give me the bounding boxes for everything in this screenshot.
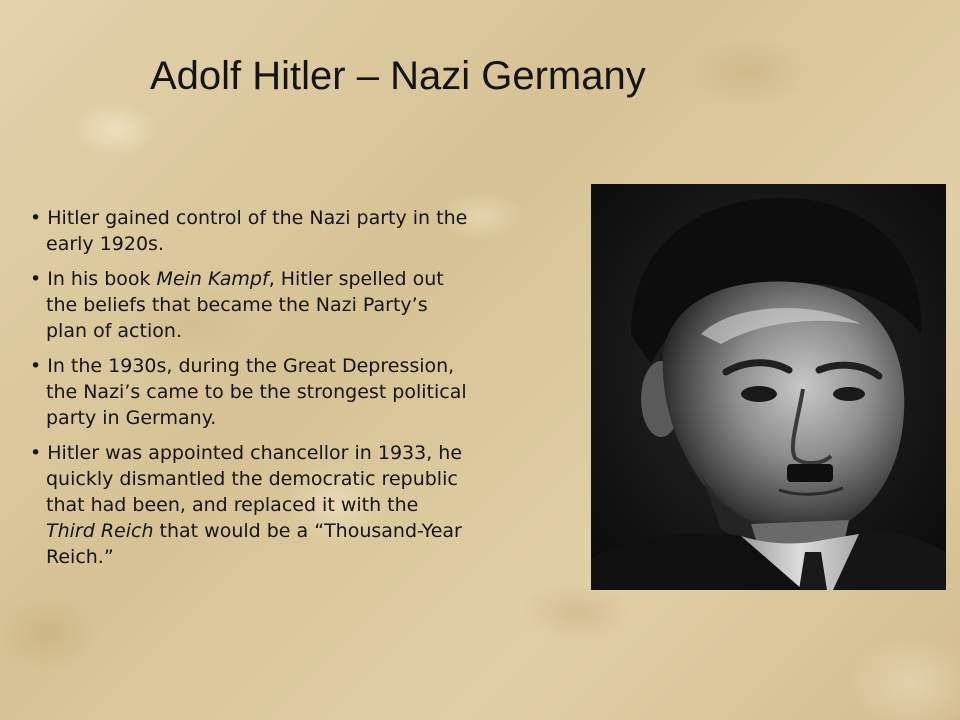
bullet-item xyxy=(30,266,470,344)
book-title: Mein Kampf xyxy=(156,268,269,290)
slide-title: Adolf Hitler – Nazi Germany xyxy=(150,54,646,98)
portrait-photo xyxy=(591,184,946,590)
mustache xyxy=(787,464,833,482)
bullet-item xyxy=(30,353,470,431)
bullet-text: • In his book xyxy=(30,268,157,290)
bullet-text: • Hitler was appointed chancellor in 1933, he quickly dismantled the democratic republic that had been, and replaced it with the xyxy=(30,442,463,516)
regime-name: Third Reich xyxy=(46,520,154,542)
right-eye xyxy=(833,387,865,401)
left-eye xyxy=(741,386,777,402)
bullet-text: that would be a “Thousand-Year Reich.” xyxy=(46,520,462,568)
bullet-item xyxy=(30,440,470,570)
bullet-list xyxy=(30,205,470,579)
bullet-text: • Hitler gained control of the Nazi party in the early 1920s. xyxy=(30,207,468,255)
bullet-item xyxy=(30,205,470,257)
bullet-text: , Hitler spelled out the beliefs that became the Nazi Party’s plan of action. xyxy=(46,268,444,342)
bullet-text: • In the 1930s, during the Great Depression, the Nazi’s came to be the strongest political party in Germany. xyxy=(30,355,467,429)
